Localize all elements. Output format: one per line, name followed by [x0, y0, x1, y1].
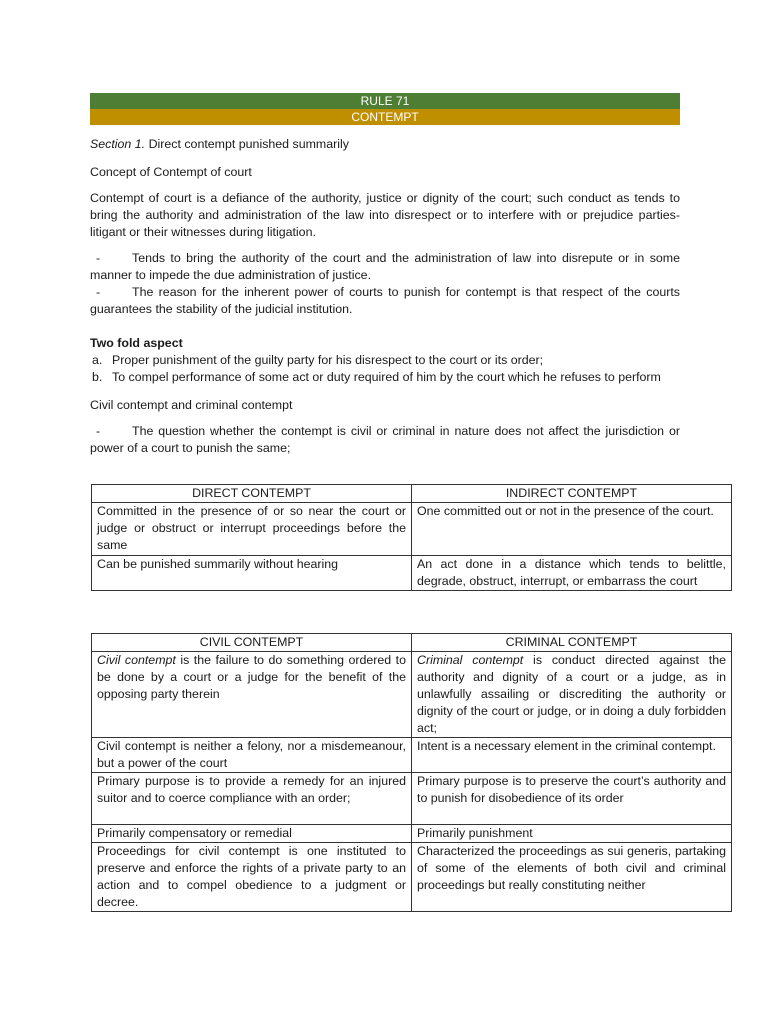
- bullet-text: The reason for the inherent power of courts to punish for contempt is that respect of the courts guarantees the stability of the judicial institution.: [90, 285, 680, 316]
- table-cell: Primary purpose is to preserve the court’s authority and to punish for disobedience of its order: [412, 773, 732, 825]
- dash-marker: -: [96, 251, 101, 265]
- term-criminal-contempt: Criminal contempt: [417, 653, 524, 667]
- concept-bullet-list: [90, 250, 680, 318]
- section-title: Direct contempt punished summarily: [148, 137, 349, 151]
- column-header-criminal: CRIMINAL CONTEMPT: [412, 634, 732, 652]
- table-cell: Committed in the presence of or so near the court or judge or obstruct or interrupt proceedings before the same: [92, 503, 412, 556]
- table-cell: Can be punished summarily without hearing: [92, 556, 412, 591]
- table-row: [92, 652, 732, 738]
- list-item: [90, 284, 680, 318]
- table-row: [92, 503, 732, 556]
- concept-paragraph: Contempt of court is a defiance of the authority, justice or dignity of the court; such conduct as tends to bring the authority and administration of the law into disrespect or to interfere with or prejudice parties-litigant or their witnesses during litigation.: [90, 191, 680, 239]
- rule-title-banner: CONTEMPT: [90, 109, 680, 125]
- two-fold-list: [90, 352, 680, 386]
- concept-heading: Concept of Contempt of court: [90, 165, 252, 179]
- section-heading: [90, 136, 680, 153]
- civil-criminal-heading: Civil contempt and criminal contempt: [90, 398, 293, 412]
- table-row: [92, 773, 732, 825]
- table-cell: Primarily punishment: [412, 825, 732, 843]
- bullet-text: The question whether the contempt is civil or criminal in nature does not affect the jurisdiction or power of a court to punish the same;: [90, 424, 680, 455]
- rule-banner: RULE 71: [90, 93, 680, 109]
- list-item: [90, 250, 680, 284]
- list-item: [90, 369, 680, 386]
- direct-indirect-table: [91, 484, 732, 591]
- table-header-row: [92, 485, 732, 503]
- list-item: [90, 352, 680, 369]
- list-marker: a.: [92, 353, 103, 367]
- list-item-text: Proper punishment of the guilty party for his disrespect to the court or its order;: [112, 353, 544, 367]
- dash-marker: -: [96, 424, 101, 438]
- table-cell: [412, 652, 732, 738]
- table-cell: [92, 652, 412, 738]
- column-header-civil: CIVIL CONTEMPT: [92, 634, 412, 652]
- definition-text: is the failure to do something ordered to be done by a court or a judge for the benefit of the opposing party therein: [97, 653, 406, 701]
- table-cell: Civil contempt is neither a felony, nor a misdemeanour, but a power of the court: [92, 738, 412, 773]
- bullet-text: Tends to bring the authority of the court and the administration of law into disrepute or in some manner to impede the due administration of justice.: [90, 251, 680, 282]
- table-cell: An act done in a distance which tends to belittle, degrade, obstruct, interrupt, or embarrass the court: [412, 556, 732, 591]
- table-cell: Proceedings for civil contempt is one instituted to preserve and enforce the rights of a private party to an action and to compel obedience to a judgment or decree.: [92, 843, 412, 912]
- civil-criminal-table: [91, 633, 732, 912]
- two-fold-heading: Two fold aspect: [90, 336, 183, 350]
- table-row: [92, 738, 732, 773]
- table-cell: Primary purpose is to provide a remedy for an injured suitor and to coerce compliance with an order;: [92, 773, 412, 825]
- table-cell: Characterized the proceedings as sui generis, partaking of some of the elements of both civil and criminal proceedings but really constituting neither: [412, 843, 732, 912]
- dash-marker: -: [96, 285, 101, 299]
- table-cell: One committed out or not in the presence of the court.: [412, 503, 732, 556]
- civil-criminal-bullet-list: [90, 423, 680, 457]
- table-row: [92, 556, 732, 591]
- table-row: [92, 825, 732, 843]
- list-item: [90, 423, 680, 457]
- list-item-text: To compel performance of some act or duty required of him by the court which he refuses to perform: [112, 370, 661, 384]
- table-cell: Intent is a necessary element in the criminal contempt.: [412, 738, 732, 773]
- document-body: [90, 93, 680, 457]
- table-cell: Primarily compensatory or remedial: [92, 825, 412, 843]
- column-header-direct: DIRECT CONTEMPT: [92, 485, 412, 503]
- table-header-row: [92, 634, 732, 652]
- term-civil-contempt: Civil contempt: [97, 653, 176, 667]
- list-marker: b.: [92, 370, 103, 384]
- column-header-indirect: INDIRECT CONTEMPT: [412, 485, 732, 503]
- table-row: [92, 843, 732, 912]
- section-label: Section 1.: [90, 137, 146, 151]
- definition-text: is conduct directed against the authority and dignity of a court or a judge, as in unlawfully assailing or discrediting the authority or dignity of the court or judge, or in doing a duly forbidden act;: [417, 653, 726, 735]
